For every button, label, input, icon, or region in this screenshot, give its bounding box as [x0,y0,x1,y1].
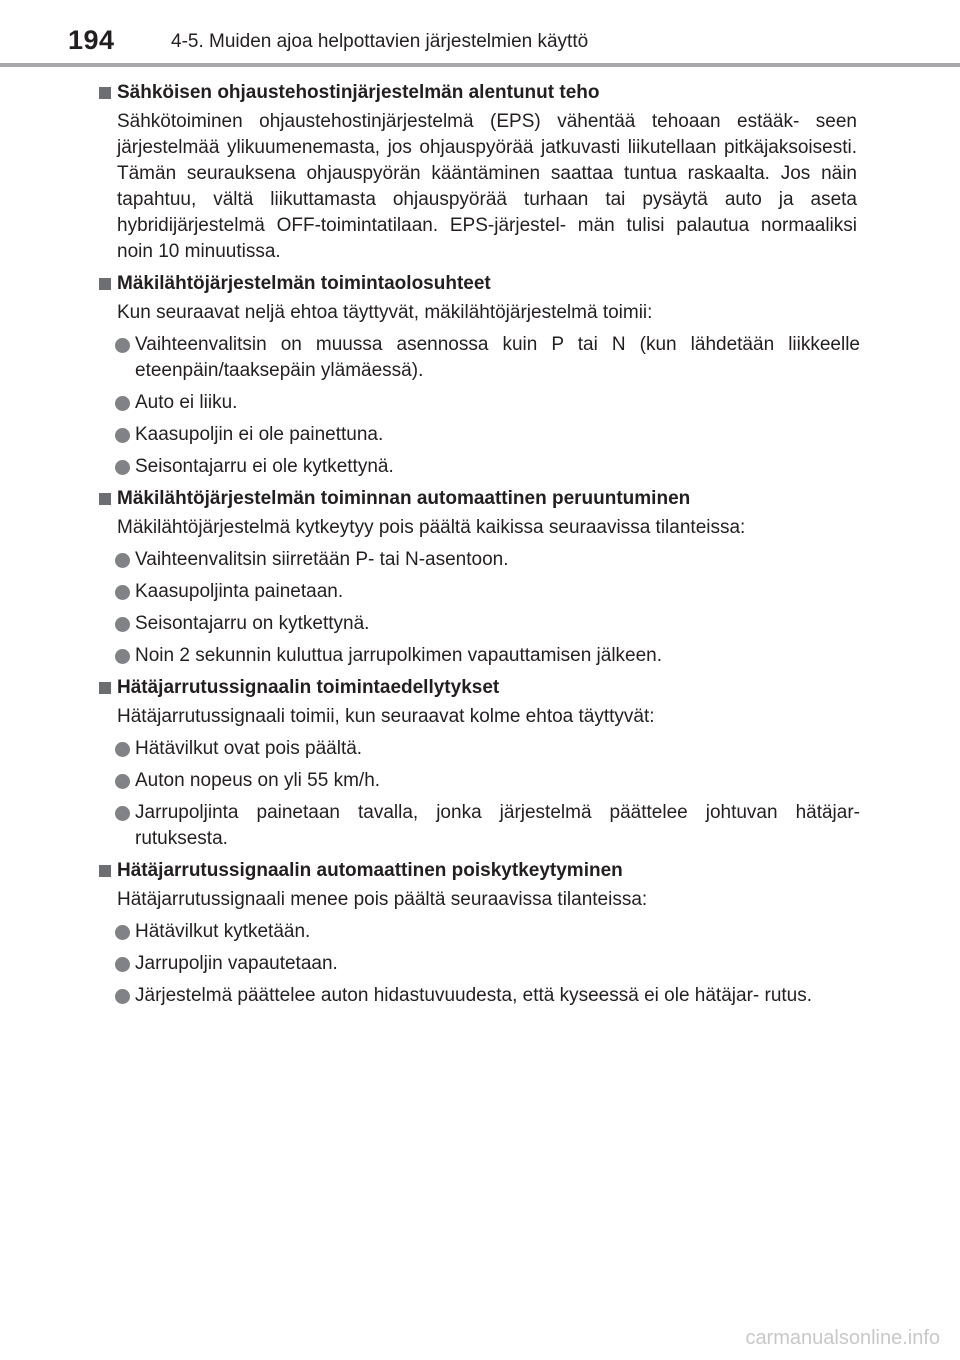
list-item-text: Kaasupoljinta painetaan. [135,581,344,602]
circle-bullet-icon [115,925,130,940]
section-title: 4-5. Muiden ajoa helpottavien järjestelmien käyttö [171,31,589,52]
circle-bullet-icon [115,428,130,443]
circle-bullet-icon [115,338,130,353]
circle-bullet-icon [115,460,130,475]
section-heading-text: Hätäjarrutussignaalin toimintaedellytykset [117,677,500,698]
list-item [0,611,960,637]
section-paragraph: Sähkötoiminen ohjaustehostinjärjestelmä (EPS) vähentää tehoaan estääk- seen järjestelmää ylikuumenemasta, jos ohjauspyörää jatkuvasti liikutellaan pitkäjaksoisesti. Tämän seurauksena ohjauspyörän kääntäminen saattaa tuntua raskaalta. Jos näin tapahtuu, vältä liikuttamasta ohjauspyörää turhaan tai pysäytä auto ja aseta hybridijärjestelmä OFF-toimintatilaan. EPS-järjestel- män tulisi palautua normaaliksi noin 10 minuutissa. [117,111,857,262]
section [0,78,960,265]
circle-bullet-icon [115,649,130,664]
square-bullet-icon [99,682,111,694]
list-item-text: Hätävilkut ovat pois päältä. [135,738,363,759]
circle-bullet-icon [115,989,130,1004]
circle-bullet-icon [115,585,130,600]
list-item [0,332,960,384]
section-heading-text: Hätäjarrutussignaalin automaattinen poiskytkeytyminen [117,860,623,881]
circle-bullet-icon [115,617,130,632]
list-item-text: Hätävilkut kytketään. [135,921,311,942]
page-content [0,76,960,1009]
list-item [0,736,960,762]
page-header [0,0,960,70]
list-item-text: Jarrupoljin vapautetaan. [135,953,338,974]
list-item-text: Auton nopeus on yli 55 km/h. [135,770,381,791]
circle-bullet-icon [115,742,130,757]
list-item-text: Järjestelmä päättelee auton hidastuvuudesta, että kyseessä ei ole hätäjar- rutus. [135,985,813,1006]
list-item-text: Seisontajarru ei ole kytkettynä. [135,456,394,477]
square-bullet-icon [99,87,111,99]
circle-bullet-icon [115,774,130,789]
list-item [0,422,960,448]
list-item-text: Kaasupoljin ei ole painettuna. [135,424,384,445]
circle-bullet-icon [115,957,130,972]
watermark: carmanualsonline.info [745,1327,940,1349]
section [0,269,960,480]
section-heading [0,269,960,298]
list-item [0,390,960,416]
bullet-list [0,736,960,852]
list-item [0,643,960,669]
list-item [0,454,960,480]
bullet-list [0,332,960,480]
bullet-list [0,919,960,1009]
section-paragraph: Mäkilähtöjärjestelmä kytkeytyy pois päältä kaikissa seuraavissa tilanteissa: [117,517,746,538]
square-bullet-icon [99,278,111,290]
list-item-text: Auto ei liiku. [135,392,238,413]
section [0,673,960,852]
section-heading [0,484,960,513]
section-paragraph: Hätäjarrutussignaali toimii, kun seuraavat kolme ehtoa täyttyvät: [117,706,655,727]
list-item-text: Seisontajarru on kytkettynä. [135,613,370,634]
list-item-text: Jarrupoljinta painetaan tavalla, jonka järjestelmä päättelee johtuvan hätäjar- rutuksesta. [135,802,860,849]
section-heading-text: Mäkilähtöjärjestelmän toimintaolosuhteet [117,273,491,294]
section-heading-text: Mäkilähtöjärjestelmän toiminnan automaattinen peruuntuminen [117,488,691,509]
list-item-text: Noin 2 sekunnin kuluttua jarrupolkimen vapauttamisen jälkeen. [135,645,663,666]
list-item [0,919,960,945]
section-heading-text: Sähköisen ohjaustehostinjärjestelmän alentunut teho [117,82,600,103]
circle-bullet-icon [115,396,130,411]
circle-bullet-icon [115,553,130,568]
section-paragraph: Hätäjarrutussignaali menee pois päältä seuraavissa tilanteissa: [117,889,648,910]
list-item [0,768,960,794]
section-heading [0,78,960,107]
square-bullet-icon [99,493,111,505]
list-item-text: Vaihteenvalitsin siirretään P- tai N-asentoon. [135,549,509,570]
list-item [0,800,960,852]
circle-bullet-icon [115,806,130,821]
section-paragraph: Kun seuraavat neljä ehtoa täyttyvät, mäkilähtöjärjestelmä toimii: [117,302,653,323]
section [0,856,960,1009]
square-bullet-icon [99,865,111,877]
page-number: 194 [68,25,115,55]
section-heading [0,673,960,702]
list-item-text: Vaihteenvalitsin on muussa asennossa kuin P tai N (kun lähdetään liikkeelle eteenpäin/taaksepäin ylämäessä). [135,334,860,381]
list-item [0,951,960,977]
section-heading [0,856,960,885]
list-item [0,579,960,605]
list-item [0,983,960,1009]
section [0,484,960,669]
list-item [0,547,960,573]
header-rule [0,63,960,67]
bullet-list [0,547,960,669]
